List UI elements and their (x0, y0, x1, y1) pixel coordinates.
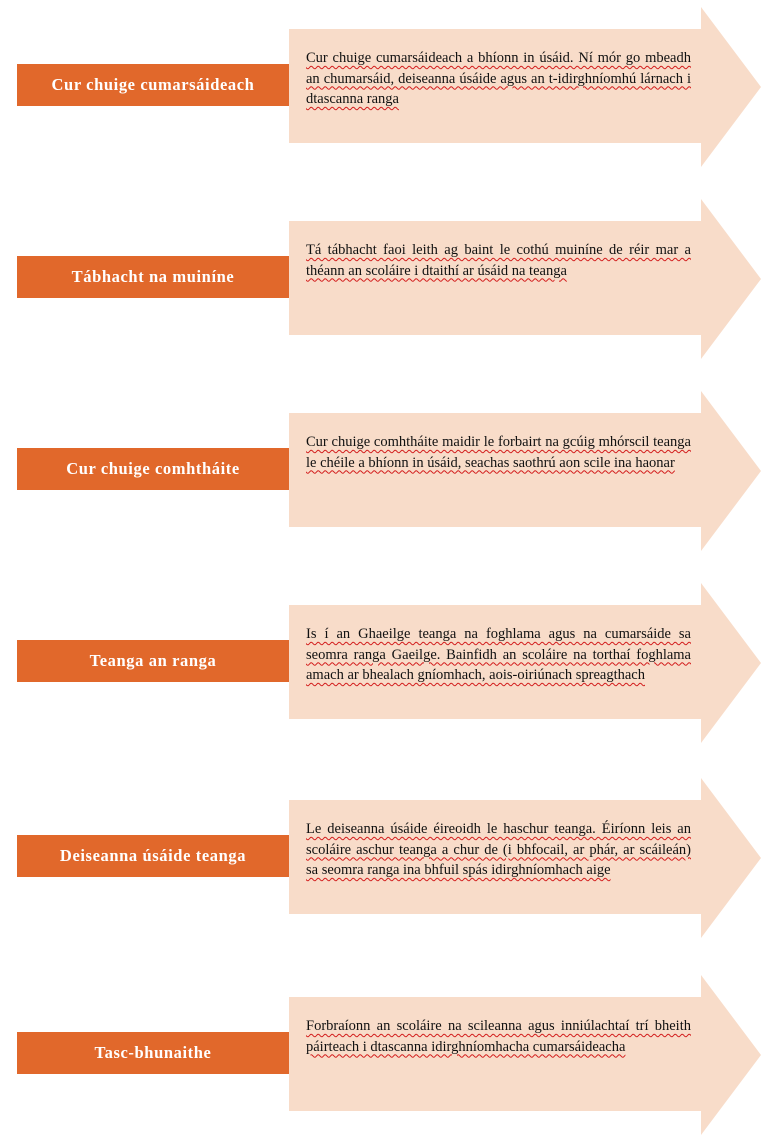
row-description: Is í an Ghaeilge teanga na foghlama agus na cumarsáide sa seomra ranga Gaeilge. Bainfidh an scoláire na torthaí foghlama amach ar bhealach gníomhach, aois-oiriúnach spreagthach (306, 626, 691, 683)
arrow-shape (289, 199, 761, 359)
row-label: Cur chuige comhtháite (17, 448, 289, 490)
row-1 (0, 7, 770, 167)
arrow-shape (289, 583, 761, 743)
row-label: Teanga an ranga (17, 640, 289, 682)
row-description: Forbraíonn an scoláire na scileanna agus inniúlachtaí trí bheith páirteach i dtascanna idirghníomhacha cumarsáideacha (306, 1018, 691, 1055)
row-label: Cur chuige cumarsáideach (17, 64, 289, 106)
arrow-shape (289, 391, 761, 551)
arrow-shape (289, 7, 761, 167)
row-label: Tábhacht na muiníne (17, 256, 289, 298)
row-4 (0, 583, 770, 743)
row-description: Cur chuige cumarsáideach a bhíonn in úsáid. Ní mór go mbeadh an chumarsáid, deiseanna úsáide agus an t-idirghníomhú lárnach i dtascanna ranga (306, 50, 691, 107)
row-description: Tá tábhacht faoi leith ag baint le cothú muiníne de réir mar a théann an scoláire i dtaithí ar úsáid na teanga (306, 242, 691, 279)
row-label: Tasc-bhunaithe (17, 1032, 289, 1074)
row-description: Cur chuige comhtháite maidir le forbairt na gcúig mhórscil teanga le chéile a bhíonn in úsáid, seachas saothrú aon scile ina haonar (306, 434, 691, 471)
row-6 (0, 975, 770, 1135)
row-5 (0, 778, 770, 938)
row-label: Deiseanna úsáide teanga (17, 835, 289, 877)
arrow-shape (289, 975, 761, 1135)
row-2 (0, 199, 770, 359)
row-description: Le deiseanna úsáide éireoidh le haschur teanga. Éiríonn leis an scoláire aschur teanga a chur de (i bhfocail, ar phár, ar scáileán) sa seomra ranga ina bhfuil spás idirghníomhach aige (306, 821, 691, 878)
arrow-shape (289, 778, 761, 938)
row-3 (0, 391, 770, 551)
